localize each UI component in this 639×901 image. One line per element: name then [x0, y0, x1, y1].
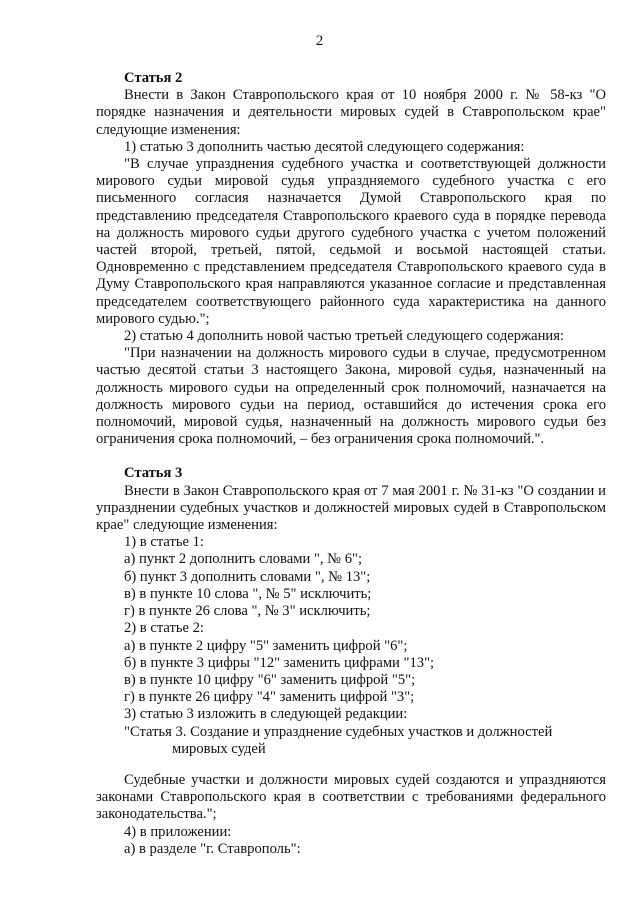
- list-item: б) пункт 3 дополнить словами ", № 13";: [124, 568, 371, 585]
- article-3-item-4a: а) в разделе "г. Ставрополь":: [124, 840, 301, 857]
- article-2-quote-2: "При назначении на должность мирового судьи в случае, предусмотренном частью десятой статьи 3 настоящего Закона, мировой судья, назначенный на должность мирового судьи на определенный срок полномочий, назначается на должность мирового судьи на период, оставшийся до истечения срока его полномочий, мировой судья, назначенный на должность мирового судьи без ограничения срока полномочий, – без ограничения срока полномочий.".: [96, 345, 606, 448]
- spacer: [96, 448, 606, 465]
- article-2-intro: Внести в Закон Ставропольского края от 10 ноября 2000 г. № 58-кз "О порядке назначения и деятельности мировых судей в Ставропольском крае" следующие изменения:: [96, 87, 606, 138]
- article-3-item-4: 4) в приложении:: [124, 823, 232, 840]
- spacer: [96, 758, 606, 772]
- list-item: 2) в статье 2:: [124, 620, 204, 637]
- article-3-heading: Статья 3: [124, 465, 183, 482]
- list-item: б) в пункте 3 цифры "12" заменить цифрами "13";: [124, 654, 435, 671]
- list-item: в) в пункте 10 цифру "6" заменить цифрой "5";: [124, 671, 416, 688]
- list-item: а) пункт 2 дополнить словами ", № 6";: [124, 551, 363, 568]
- list-item: 1) в статье 1:: [124, 534, 204, 551]
- article-2-heading: Статья 2: [124, 70, 183, 86]
- article-3-intro: Внести в Закон Ставропольского края от 7 мая 2001 г. № 31-кз "О создании и упразднении судебных участков и должностей мировых судей в Ставропольском крае" следующие изменения:: [96, 482, 606, 534]
- list-item: в) в пункте 10 слова ", № 5" исключить;: [124, 585, 372, 602]
- list-item: г) в пункте 26 слова ", № 3" исключить;: [124, 603, 371, 620]
- list-item: г) в пункте 26 цифру "4" заменить цифрой "3";: [124, 689, 415, 706]
- quote-title-line-1: "Статья 3. Создание и упразднение судебных участков и должностей: [124, 723, 553, 740]
- document-body: [96, 70, 606, 858]
- quote-body: Судебные участки и должности мировых судей создаются и упраздняются законами Ставропольского края в соответствии с требованиями федерального законодательства.";: [96, 771, 606, 823]
- article-2-item-1: 1) статью 3 дополнить частью десятой следующего содержания:: [124, 138, 525, 155]
- quote-title-line-2: мировых судей: [172, 740, 266, 757]
- article-2-item-2: 2) статью 4 дополнить новой частью третьей следующего содержания:: [124, 328, 564, 345]
- page-number: 2: [315, 33, 324, 49]
- list-item: а) в пункте 2 цифру "5" заменить цифрой "6";: [124, 637, 408, 654]
- article-2-quote-1: "В случае упразднения судебного участка и соответствующей должности мирового судьи мировой судья упраздняемого судебного участка с его письменного согласия назначается Думой Ставропольского края по представлению председателя Ставропольского краевого суда в порядке перевода на должность мирового судьи другого судебного участка с учетом положений частей второй, третьей, пятой, седьмой и восьмой настоящей статьи. Одновременно с представлением председателя Ставропольского краевого суда в Думу Ставропольского края направляются указанное согласие и представленная председателем соответствующего районного суда характеристика на данного мирового судью.";: [96, 156, 606, 327]
- list-item: 3) статью 3 изложить в следующей редакции:: [124, 706, 408, 723]
